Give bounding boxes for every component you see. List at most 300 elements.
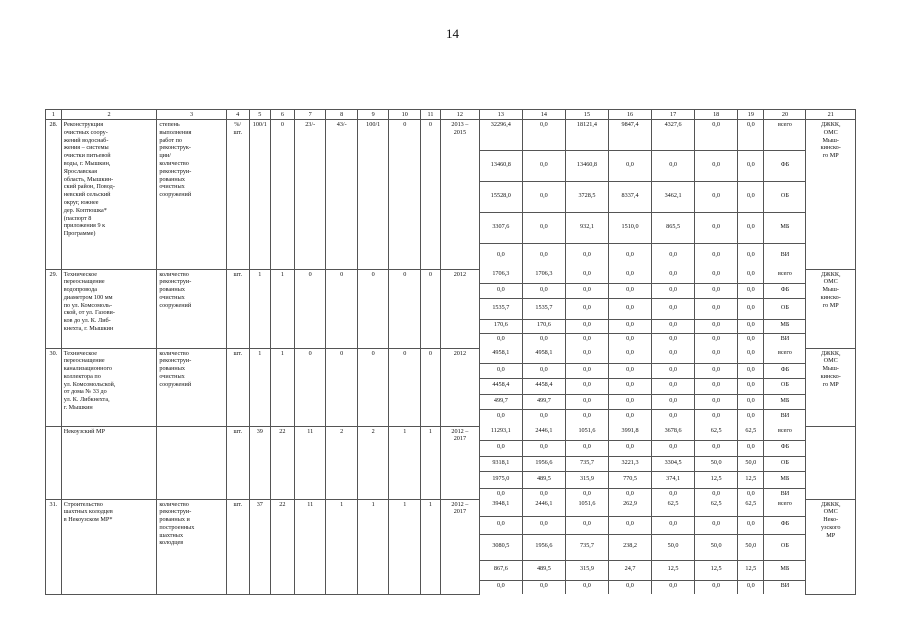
- column-number-14: 14: [522, 110, 565, 120]
- amount-cell: 1535,7: [523, 299, 565, 320]
- col11-cell: 0: [421, 269, 441, 348]
- col5-cell: 1: [249, 348, 270, 426]
- years-cell: 2012: [440, 348, 479, 426]
- col8-cell: 1: [326, 499, 358, 594]
- source-label: ВИ: [780, 251, 790, 258]
- amount-cell: 0,0: [523, 120, 565, 151]
- amount-cell: 0,0: [695, 213, 737, 244]
- amount-cell: 0,0: [566, 348, 608, 364]
- col5-cell: 100/1: [249, 120, 270, 270]
- amount-cell: 0,0: [480, 364, 522, 379]
- source-label: ФБ: [764, 517, 805, 535]
- table-row: [46, 426, 856, 499]
- amount-cell: 0,0: [523, 213, 565, 244]
- amount-cell: 0,0: [540, 335, 548, 342]
- amount-cell: 50,0: [738, 535, 763, 561]
- amount-cell: 0,0: [523, 517, 565, 535]
- amount-cell: 0,0: [695, 120, 737, 151]
- amount-cell: 2446,1: [523, 499, 565, 517]
- finance-column-20: [764, 269, 806, 348]
- amount-cell: 13460,8: [566, 151, 608, 182]
- amount-cell: 0,0: [712, 251, 721, 258]
- source-label: МБ: [764, 320, 805, 334]
- amount-cell: 0,0: [626, 490, 634, 497]
- column-number-18: 18: [695, 110, 738, 120]
- column-number-16: 16: [609, 110, 652, 120]
- source-label: всего: [764, 426, 805, 441]
- table-row: [46, 348, 856, 426]
- amount-cell: 0,0: [712, 335, 721, 342]
- col8-cell: 0: [326, 348, 358, 426]
- amount-cell: 1706,3: [523, 269, 565, 284]
- amount-cell: 0,0: [669, 335, 677, 342]
- amount-cell: 0,0: [652, 364, 694, 379]
- column-number-5: 5: [249, 110, 270, 120]
- amount-cell: 3462,1: [652, 182, 694, 213]
- amount-cell: 0,0: [609, 348, 651, 364]
- finance-column-17: [652, 269, 695, 348]
- amount-cell: 0,0: [669, 412, 677, 419]
- source-label: ВИ: [780, 335, 790, 342]
- column-number-15: 15: [565, 110, 608, 120]
- col11-cell: 0: [421, 348, 441, 426]
- row-number: 30.: [46, 348, 62, 426]
- amount-cell: 499,7: [523, 395, 565, 410]
- source-label: всего: [764, 120, 805, 151]
- col10-cell: 0: [389, 348, 421, 426]
- amount-cell: 0,0: [695, 182, 737, 213]
- amount-cell: 12,5: [738, 561, 763, 581]
- finance-column-13: [479, 348, 522, 426]
- col11-cell: 0: [421, 120, 441, 270]
- amount-cell: 0,0: [609, 284, 651, 299]
- unit-cell: %/ шт.: [226, 120, 249, 270]
- finance-column-15: [565, 269, 608, 348]
- amount-cell: 32296,4: [480, 120, 522, 151]
- amount-cell: 0,0: [738, 120, 763, 151]
- executor-cell: ДЖКК, ОМС Мыш- кинско- го МР: [806, 348, 856, 426]
- finance-column-17: [652, 426, 695, 499]
- amount-cell: 0,0: [695, 299, 737, 320]
- amount-cell: 0,0: [738, 441, 763, 457]
- activity-name: Некоузский МР: [61, 426, 157, 499]
- table-row: [46, 499, 856, 594]
- finance-column-19: [738, 269, 764, 348]
- finance-column-16: [609, 348, 652, 426]
- column-number-21: 21: [806, 110, 856, 120]
- column-number-6: 6: [270, 110, 294, 120]
- column-number-8: 8: [326, 110, 358, 120]
- amount-cell: 0,0: [566, 364, 608, 379]
- source-label: ФБ: [764, 284, 805, 299]
- unit-cell: шт.: [226, 269, 249, 348]
- source-label: ФБ: [764, 151, 805, 182]
- years-cell: 2012: [440, 269, 479, 348]
- amount-cell: 489,5: [523, 561, 565, 581]
- amount-cell: 1510,0: [609, 213, 651, 244]
- executor-cell: [806, 426, 856, 499]
- amount-cell: 0,0: [738, 395, 763, 410]
- finance-column-19: [738, 426, 764, 499]
- amount-cell: 0,0: [652, 151, 694, 182]
- amount-cell: 1051,6: [566, 499, 608, 517]
- amount-cell: 0,0: [746, 582, 755, 589]
- finance-column-20: [764, 426, 806, 499]
- col10-cell: 0: [389, 269, 421, 348]
- amount-cell: 0,0: [695, 379, 737, 395]
- source-label: всего: [764, 348, 805, 364]
- years-cell: 2012 – 2017: [440, 499, 479, 594]
- amount-cell: 0,0: [626, 412, 634, 419]
- row-number: 31.: [46, 499, 62, 594]
- col7-cell: 0: [294, 269, 326, 348]
- amount-cell: 62,5: [738, 426, 763, 441]
- amount-cell: 0,0: [652, 517, 694, 535]
- amount-cell: 735,7: [566, 457, 608, 472]
- amount-cell: 0,0: [609, 299, 651, 320]
- amount-cell: 4958,1: [480, 348, 522, 364]
- col9-cell: 0: [357, 269, 389, 348]
- amount-cell: 11293,1: [480, 426, 522, 441]
- amount-cell: 0,0: [652, 348, 694, 364]
- amount-cell: 0,0: [738, 517, 763, 535]
- amount-cell: 0,0: [496, 490, 505, 497]
- amount-cell: 262,9: [609, 499, 651, 517]
- finance-column-19: [738, 348, 764, 426]
- amount-cell: 0,0: [695, 348, 737, 364]
- page-number: 14: [446, 26, 459, 41]
- amount-cell: 0,0: [738, 379, 763, 395]
- amount-cell: 3948,1: [480, 499, 522, 517]
- amount-cell: 0,0: [540, 582, 548, 589]
- amount-cell: 0,0: [738, 320, 763, 334]
- amount-cell: 0,0: [652, 379, 694, 395]
- source-label: ОБ: [764, 182, 805, 213]
- amount-cell: 0,0: [695, 284, 737, 299]
- finance-column-19: [738, 499, 764, 594]
- source-label: всего: [764, 499, 805, 517]
- amount-cell: 0,0: [738, 299, 763, 320]
- years-cell: 2013 – 2015: [440, 120, 479, 270]
- source-label: ОБ: [764, 457, 805, 472]
- amount-cell: 315,9: [566, 472, 608, 489]
- amount-cell: 0,0: [566, 517, 608, 535]
- amount-cell: 1956,6: [523, 457, 565, 472]
- finance-column-14: [522, 120, 565, 270]
- source-label: МБ: [764, 213, 805, 244]
- executor-cell: ДЖКК, ОМС Мыш- кинско- го МР: [806, 120, 856, 270]
- indicator-name: количество реконструи- рованных очистных сооружений: [157, 269, 226, 348]
- amount-cell: 0,0: [626, 251, 634, 258]
- amount-cell: 0,0: [738, 284, 763, 299]
- finance-column-20: [764, 499, 806, 594]
- unit-cell: шт.: [226, 499, 249, 594]
- finance-column-20: [764, 348, 806, 426]
- amount-cell: 3304,5: [652, 457, 694, 472]
- col8-cell: 43/-: [326, 120, 358, 270]
- column-number-19: 19: [738, 110, 764, 120]
- amount-cell: 1975,0: [480, 472, 522, 489]
- amount-cell: 0,0: [746, 412, 755, 419]
- finance-column-14: [522, 499, 565, 594]
- amount-cell: 3307,6: [480, 213, 522, 244]
- col11-cell: 1: [421, 499, 441, 594]
- amount-cell: 0,0: [669, 582, 677, 589]
- amount-cell: 4458,4: [523, 379, 565, 395]
- amount-cell: 12,5: [738, 472, 763, 489]
- amount-cell: 0,0: [712, 412, 721, 419]
- amount-cell: 0,0: [583, 490, 591, 497]
- amount-cell: 0,0: [609, 269, 651, 284]
- amount-cell: 0,0: [583, 412, 591, 419]
- amount-cell: 932,1: [566, 213, 608, 244]
- amount-cell: 0,0: [652, 299, 694, 320]
- amount-cell: 1706,3: [480, 269, 522, 284]
- col7-cell: 11: [294, 499, 326, 594]
- amount-cell: 238,2: [609, 535, 651, 561]
- column-number-9: 9: [357, 110, 389, 120]
- amount-cell: 1051,6: [566, 426, 608, 441]
- amount-cell: 0,0: [712, 582, 721, 589]
- source-label: ВИ: [780, 412, 790, 419]
- finance-column-16: [609, 499, 652, 594]
- executor-cell: ДЖКК, ОМС Неко- узского МР: [806, 499, 856, 594]
- amount-cell: 374,1: [652, 472, 694, 489]
- col11-cell: 1: [421, 426, 441, 499]
- amount-cell: 24,7: [609, 561, 651, 581]
- unit-cell: шт.: [226, 426, 249, 499]
- amount-cell: 0,0: [695, 320, 737, 334]
- amount-cell: 4327,6: [652, 120, 694, 151]
- amount-cell: 865,5: [652, 213, 694, 244]
- column-number-7: 7: [294, 110, 326, 120]
- amount-cell: 3221,3: [609, 457, 651, 472]
- amount-cell: 0,0: [480, 517, 522, 535]
- amount-cell: 0,0: [609, 320, 651, 334]
- col10-cell: 1: [389, 426, 421, 499]
- col10-cell: 1: [389, 499, 421, 594]
- amount-cell: 0,0: [695, 151, 737, 182]
- finance-column-15: [565, 426, 608, 499]
- amount-cell: 0,0: [566, 269, 608, 284]
- amount-cell: 2446,1: [523, 426, 565, 441]
- source-label: всего: [764, 269, 805, 284]
- years-cell: 2012 – 2017: [440, 426, 479, 499]
- amount-cell: 0,0: [695, 517, 737, 535]
- col6-cell: 0: [270, 120, 294, 270]
- amount-cell: 0,0: [609, 517, 651, 535]
- amount-cell: 0,0: [609, 395, 651, 410]
- amount-cell: 170,6: [480, 320, 522, 334]
- finance-column-17: [652, 348, 695, 426]
- finance-column-14: [522, 269, 565, 348]
- finance-column-13: [479, 426, 522, 499]
- amount-cell: 0,0: [746, 335, 755, 342]
- amount-cell: 0,0: [738, 269, 763, 284]
- amount-cell: 0,0: [540, 412, 548, 419]
- indicator-name: степень выполнения работ по реконструк- ции/ количество реконструи- рованных очистных сооружений: [157, 120, 226, 270]
- amount-cell: 0,0: [609, 151, 651, 182]
- col6-cell: 22: [270, 426, 294, 499]
- column-number-12: 12: [440, 110, 479, 120]
- amount-cell: 0,0: [583, 251, 591, 258]
- finance-column-20: [764, 120, 806, 270]
- source-label: ВИ: [780, 582, 790, 589]
- activity-name: Строительство шахтных колодцев в Некоузском МР*: [61, 499, 157, 594]
- finance-column-18: [695, 269, 738, 348]
- amount-cell: 3728,5: [566, 182, 608, 213]
- amount-cell: 0,0: [695, 364, 737, 379]
- finance-column-18: [695, 426, 738, 499]
- amount-cell: 0,0: [480, 284, 522, 299]
- source-label: МБ: [764, 561, 805, 581]
- amount-cell: 62,5: [695, 499, 737, 517]
- amount-cell: 62,5: [695, 426, 737, 441]
- amount-cell: 0,0: [712, 490, 721, 497]
- amount-cell: 0,0: [496, 335, 505, 342]
- amount-cell: 0,0: [746, 251, 755, 258]
- amount-cell: 12,5: [695, 472, 737, 489]
- column-number-17: 17: [652, 110, 695, 120]
- finance-column-15: [565, 348, 608, 426]
- amount-cell: 0,0: [523, 151, 565, 182]
- amount-cell: 0,0: [540, 251, 548, 258]
- finance-column-18: [695, 348, 738, 426]
- amount-cell: 0,0: [566, 395, 608, 410]
- activity-name: Техническое переоснащение канализационного коллектора по ул. Комсомольской, от дома № 33 до ул. К. Либкнехта, г. Мышкин: [61, 348, 157, 426]
- column-number-20: 20: [764, 110, 806, 120]
- executor-cell: ДЖКК, ОМС Мыш- кинско- го МР: [806, 269, 856, 348]
- amount-cell: 3080,5: [480, 535, 522, 561]
- col9-cell: 2: [357, 426, 389, 499]
- amount-cell: 0,0: [523, 182, 565, 213]
- amount-cell: 735,7: [566, 535, 608, 561]
- amount-cell: 0,0: [669, 490, 677, 497]
- indicator-name: количество реконструи- рованных и построенных шахтных колодцев: [157, 499, 226, 594]
- amount-cell: 18121,4: [566, 120, 608, 151]
- col5-cell: 39: [249, 426, 270, 499]
- column-number-3: 3: [157, 110, 226, 120]
- amount-cell: 770,5: [609, 472, 651, 489]
- source-label: ФБ: [764, 441, 805, 457]
- amount-cell: 12,5: [652, 561, 694, 581]
- amount-cell: 0,0: [566, 284, 608, 299]
- column-number-13: 13: [479, 110, 522, 120]
- amount-cell: 0,0: [523, 441, 565, 457]
- amount-cell: 0,0: [695, 269, 737, 284]
- indicator-name: количество реконструи- рованных очистных сооружений: [157, 348, 226, 426]
- row-number: 29.: [46, 269, 62, 348]
- amount-cell: 489,5: [523, 472, 565, 489]
- col6-cell: 22: [270, 499, 294, 594]
- row-number: [46, 426, 62, 499]
- amount-cell: 0,0: [583, 582, 591, 589]
- row-number: 28.: [46, 120, 62, 270]
- finance-column-19: [738, 120, 764, 270]
- amount-cell: 9318,1: [480, 457, 522, 472]
- amount-cell: 0,0: [566, 320, 608, 334]
- finance-column-16: [609, 426, 652, 499]
- col7-cell: 0: [294, 348, 326, 426]
- amount-cell: 0,0: [496, 582, 505, 589]
- col9-cell: 0: [357, 348, 389, 426]
- source-label: МБ: [764, 395, 805, 410]
- amount-cell: 0,0: [695, 441, 737, 457]
- finance-column-15: [565, 499, 608, 594]
- column-number-header-row: [46, 110, 856, 120]
- column-number-10: 10: [389, 110, 421, 120]
- amount-cell: 62,5: [652, 499, 694, 517]
- amount-cell: 0,0: [652, 269, 694, 284]
- col9-cell: 1: [357, 499, 389, 594]
- amount-cell: 8337,4: [609, 182, 651, 213]
- table-row: [46, 120, 856, 270]
- col5-cell: 1: [249, 269, 270, 348]
- amount-cell: 50,0: [652, 535, 694, 561]
- amount-cell: 499,7: [480, 395, 522, 410]
- col10-cell: 0: [389, 120, 421, 270]
- table-body: [46, 110, 856, 595]
- amount-cell: 0,0: [566, 379, 608, 395]
- amount-cell: 4458,4: [480, 379, 522, 395]
- source-label: ОБ: [764, 299, 805, 320]
- finance-column-14: [522, 426, 565, 499]
- amount-cell: 15528,0: [480, 182, 522, 213]
- amount-cell: 0,0: [480, 441, 522, 457]
- col9-cell: 100/1: [357, 120, 389, 270]
- column-number-11: 11: [421, 110, 441, 120]
- amount-cell: 0,0: [523, 364, 565, 379]
- col7-cell: 11: [294, 426, 326, 499]
- finance-column-13: [479, 499, 522, 594]
- amount-cell: 0,0: [738, 213, 763, 244]
- amount-cell: 12,5: [695, 561, 737, 581]
- amount-cell: 0,0: [496, 251, 505, 258]
- amount-cell: 0,0: [738, 182, 763, 213]
- col7-cell: 23/-: [294, 120, 326, 270]
- unit-cell: шт.: [226, 348, 249, 426]
- finance-column-17: [652, 120, 695, 270]
- amount-cell: 0,0: [609, 441, 651, 457]
- amount-cell: 13460,8: [480, 151, 522, 182]
- col5-cell: 37: [249, 499, 270, 594]
- program-table: [45, 109, 856, 595]
- amount-cell: 0,0: [566, 299, 608, 320]
- column-number-2: 2: [61, 110, 157, 120]
- amount-cell: 170,6: [523, 320, 565, 334]
- amount-cell: 0,0: [523, 284, 565, 299]
- amount-cell: 0,0: [609, 379, 651, 395]
- source-label: ОБ: [764, 535, 805, 561]
- amount-cell: 0,0: [738, 151, 763, 182]
- amount-cell: 0,0: [652, 284, 694, 299]
- amount-cell: 62,5: [738, 499, 763, 517]
- activity-name: Техническое переоснащение водопровода диаметром 100 мм по ул. Комсомоль- ской, от ул. Газови- ков до ул. К. Либ- кнехта, г. Мышкин: [61, 269, 157, 348]
- amount-cell: 1956,6: [523, 535, 565, 561]
- finance-column-18: [695, 120, 738, 270]
- source-label: ВИ: [780, 490, 790, 497]
- amount-cell: 0,0: [652, 441, 694, 457]
- amount-cell: 0,0: [652, 395, 694, 410]
- amount-cell: 9847,4: [609, 120, 651, 151]
- amount-cell: 0,0: [540, 490, 548, 497]
- amount-cell: 0,0: [566, 441, 608, 457]
- source-label: ОБ: [764, 379, 805, 395]
- source-label: ФБ: [764, 364, 805, 379]
- col8-cell: 0: [326, 269, 358, 348]
- source-label: МБ: [764, 472, 805, 489]
- col8-cell: 2: [326, 426, 358, 499]
